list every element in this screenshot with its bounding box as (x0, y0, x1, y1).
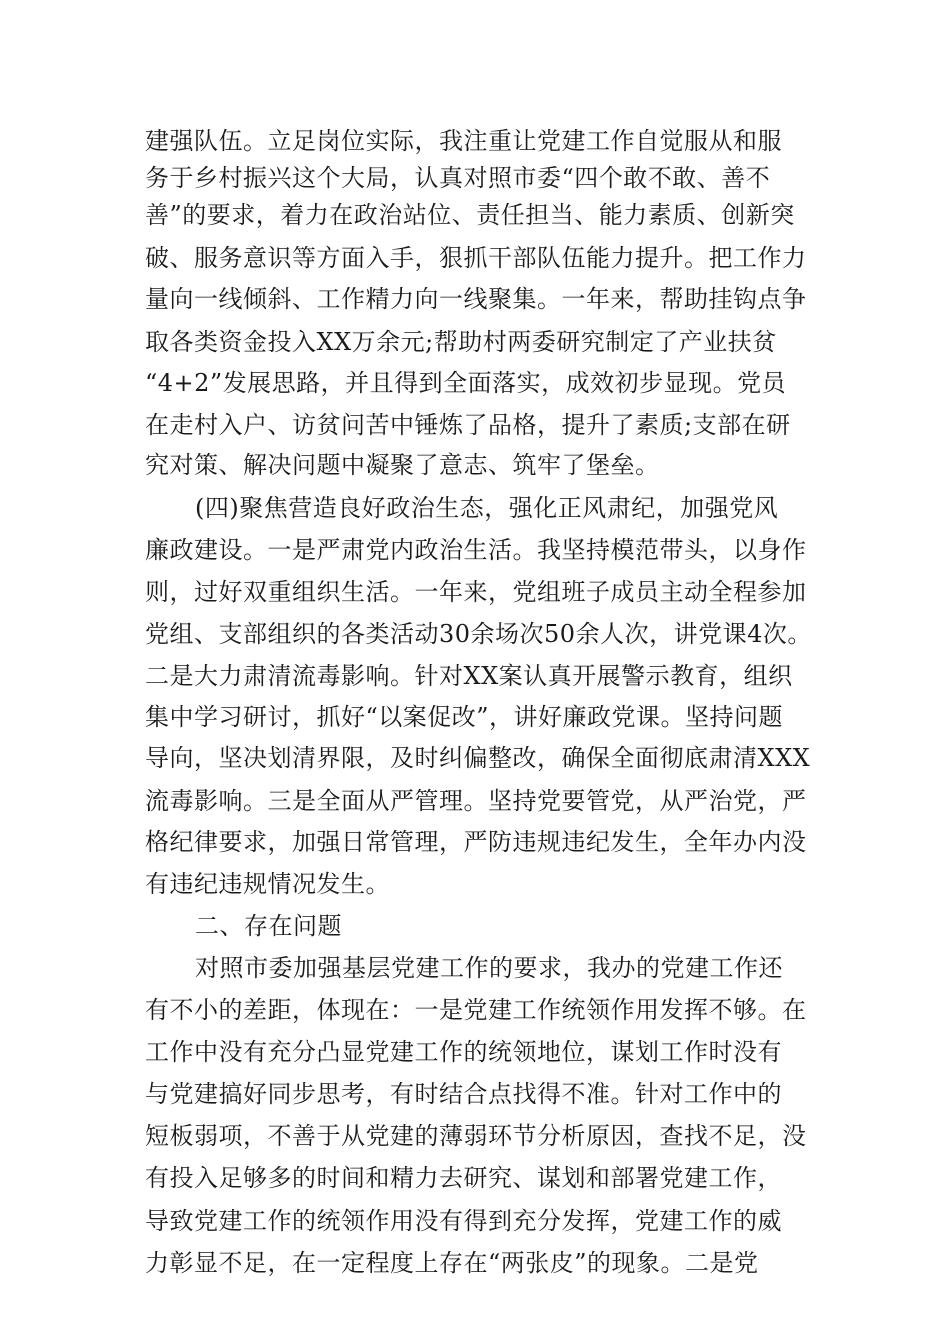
text-line: 善”的要求，着力在政治站位、责任担当、能力素质、创新突 (145, 201, 795, 229)
text-line: 则，过好双重组织生活。一年来，党组班子成员主动全程参加 (145, 578, 807, 606)
text-line: 廉政建设。一是严肃党内政治生活。我坚持模范带头，以身作 (145, 536, 807, 564)
text-line: 短板弱项，不善于从党建的薄弱环节分析原因，查找不足，没 (145, 1122, 807, 1150)
text-line: 与党建搞好同步思考，有时结合点找得不准。针对工作中的 (145, 1080, 782, 1108)
text-line: “4+2”发展思路，并且得到全面落实，成效初步显现。党员 (145, 369, 787, 397)
text-line: 有不小的差距，体现在：一是党建工作统领作用发挥不够。在 (145, 996, 807, 1024)
text-line: 对照市委加强基层党建工作的要求，我办的党建工作还 (195, 954, 783, 982)
text-line: 建强队伍。立足岗位实际，我注重让党建工作自觉服从和服 (145, 127, 782, 155)
text-line: 破、服务意识等方面入手，狠抓干部队伍能力提升。把工作力 (145, 244, 807, 272)
text-line: 二是大力肃清流毒影响。针对XX案认真开展警示教育，组织 (145, 662, 793, 690)
text-line: 集中学习研讨，抓好“以案促改”，讲好廉政党课。坚持问题 (145, 703, 784, 731)
text-line: 党组、支部组织的各类活动30余场次50余人次，讲党课4次。 (145, 620, 812, 648)
text-line: 取各类资金投入XX万余元;帮助村两委研究制定了产业扶贫 (145, 328, 777, 356)
text-line: 工作中没有充分凸显党建工作的统领地位，谋划工作时没有 (145, 1038, 782, 1066)
text-line: 导致党建工作的统领作用没有得到充分发挥，党建工作的威 (145, 1207, 782, 1235)
text-line: 流毒影响。三是全面从严管理。坚持党要管党，从严治党，严 (145, 787, 807, 815)
paragraph-heading: (四)聚焦营造良好政治生态，强化正风肃纪，加强党风 (195, 494, 779, 522)
text-line: 有投入足够多的时间和精力去研究、谋划和部署党建工作， (145, 1164, 782, 1192)
text-line: 力彰显不足，在一定程度上存在“两张皮”的现象。二是党 (145, 1249, 759, 1277)
section-heading: 二、存在问题 (195, 912, 342, 940)
text-line: 量向一线倾斜、工作精力向一线聚集。一年来，帮助挂钩点争 (145, 285, 807, 313)
text-line: 格纪律要求，加强日常管理，严防违规违纪发生，全年办内没 (145, 828, 807, 856)
text-line: 在走村入户、访贫问苦中锤炼了品格，提升了素质;支部在研 (145, 411, 791, 439)
text-line: 究对策、解决问题中凝聚了意志、筑牢了堡垒。 (145, 451, 660, 479)
text-line: 有违纪违规情况发生。 (145, 870, 390, 898)
text-line: 务于乡村振兴这个大局，认真对照市委“四个敢不敢、善不 (145, 164, 771, 192)
text-line: 导向，坚决划清界限，及时纠偏整改，确保全面彻底肃清XXX (145, 744, 811, 772)
